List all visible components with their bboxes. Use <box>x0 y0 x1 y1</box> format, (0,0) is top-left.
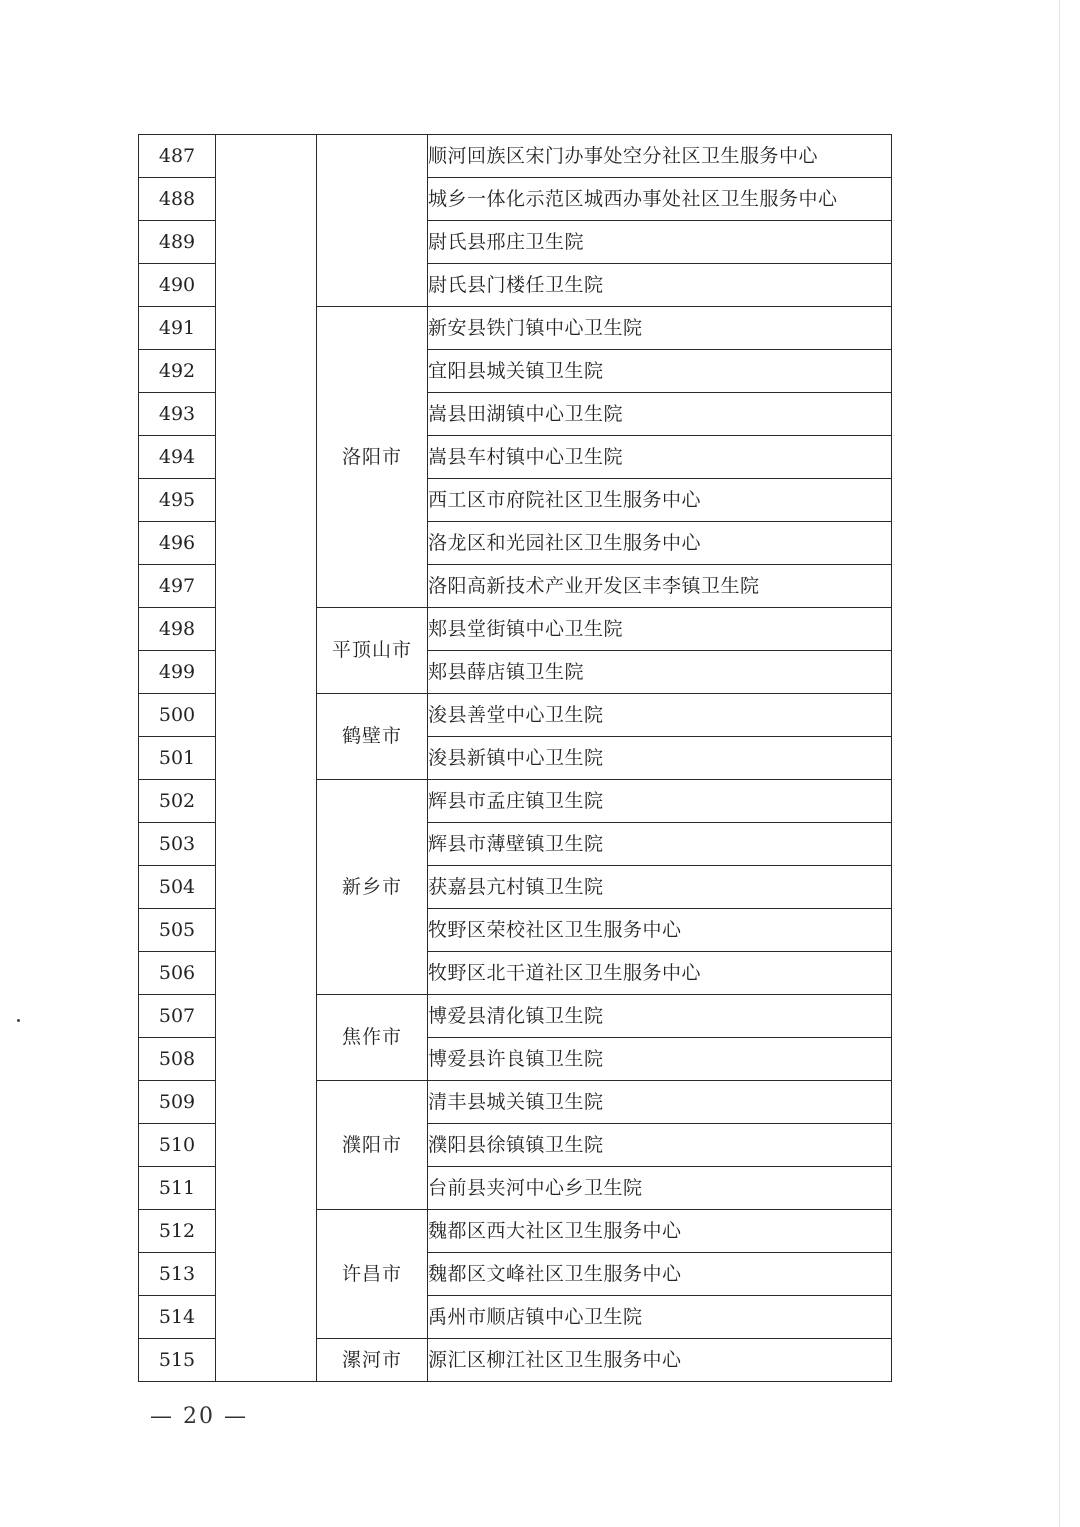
row-number: 510 <box>139 1124 216 1167</box>
institution-name: 城乡一体化示范区城西办事处社区卫生服务中心 <box>428 178 892 221</box>
row-number: 500 <box>139 694 216 737</box>
institution-table-body <box>139 135 892 1382</box>
institution-name: 浚县新镇中心卫生院 <box>428 737 892 780</box>
institution-name: 魏都区西大社区卫生服务中心 <box>428 1210 892 1253</box>
institution-table <box>138 134 892 1382</box>
institution-name: 嵩县车村镇中心卫生院 <box>428 436 892 479</box>
institution-name: 博爱县许良镇卫生院 <box>428 1038 892 1081</box>
city-cell: 焦作市 <box>317 995 428 1081</box>
row-number: 499 <box>139 651 216 694</box>
city-cell: 漯河市 <box>317 1339 428 1382</box>
institution-name: 濮阳县徐镇镇卫生院 <box>428 1124 892 1167</box>
row-number: 493 <box>139 393 216 436</box>
page-number: — 20 — <box>150 1404 248 1429</box>
row-number: 494 <box>139 436 216 479</box>
institution-name: 源汇区柳江社区卫生服务中心 <box>428 1339 892 1382</box>
row-number: 506 <box>139 952 216 995</box>
row-number: 508 <box>139 1038 216 1081</box>
institution-name: 牧野区荣校社区卫生服务中心 <box>428 909 892 952</box>
institution-name: 宜阳县城关镇卫生院 <box>428 350 892 393</box>
table-row <box>139 135 892 178</box>
page-edge-line <box>1059 0 1060 1527</box>
row-number: 515 <box>139 1339 216 1382</box>
row-number: 511 <box>139 1167 216 1210</box>
city-cell: 许昌市 <box>317 1210 428 1339</box>
row-number: 514 <box>139 1296 216 1339</box>
institution-name: 洛龙区和光园社区卫生服务中心 <box>428 522 892 565</box>
row-number: 504 <box>139 866 216 909</box>
row-number: 495 <box>139 479 216 522</box>
city-cell <box>317 135 428 307</box>
institution-name: 清丰县城关镇卫生院 <box>428 1081 892 1124</box>
city-cell: 平顶山市 <box>317 608 428 694</box>
institution-name: 魏都区文峰社区卫生服务中心 <box>428 1253 892 1296</box>
province-cell <box>216 135 317 1382</box>
city-cell: 濮阳市 <box>317 1081 428 1210</box>
institution-name: 辉县市薄壁镇卫生院 <box>428 823 892 866</box>
institution-name: 郏县堂街镇中心卫生院 <box>428 608 892 651</box>
institution-name: 禹州市顺店镇中心卫生院 <box>428 1296 892 1339</box>
row-number: 489 <box>139 221 216 264</box>
institution-name: 牧野区北干道社区卫生服务中心 <box>428 952 892 995</box>
institution-name: 顺河回族区宋门办事处空分社区卫生服务中心 <box>428 135 892 178</box>
institution-name: 尉氏县门楼任卫生院 <box>428 264 892 307</box>
row-number: 491 <box>139 307 216 350</box>
scan-speck <box>17 1019 20 1022</box>
institution-name: 辉县市孟庄镇卫生院 <box>428 780 892 823</box>
city-cell: 新乡市 <box>317 780 428 995</box>
institution-name: 尉氏县邢庄卫生院 <box>428 221 892 264</box>
city-cell: 洛阳市 <box>317 307 428 608</box>
row-number: 503 <box>139 823 216 866</box>
institution-name: 嵩县田湖镇中心卫生院 <box>428 393 892 436</box>
institution-name: 新安县铁门镇中心卫生院 <box>428 307 892 350</box>
institution-name: 洛阳高新技术产业开发区丰李镇卫生院 <box>428 565 892 608</box>
row-number: 505 <box>139 909 216 952</box>
row-number: 488 <box>139 178 216 221</box>
city-cell: 鹤壁市 <box>317 694 428 780</box>
row-number: 509 <box>139 1081 216 1124</box>
row-number: 497 <box>139 565 216 608</box>
row-number: 502 <box>139 780 216 823</box>
institution-name: 西工区市府院社区卫生服务中心 <box>428 479 892 522</box>
row-number: 507 <box>139 995 216 1038</box>
institution-name: 博爱县清化镇卫生院 <box>428 995 892 1038</box>
institution-name: 浚县善堂中心卫生院 <box>428 694 892 737</box>
row-number: 492 <box>139 350 216 393</box>
row-number: 512 <box>139 1210 216 1253</box>
institution-name: 台前县夹河中心乡卫生院 <box>428 1167 892 1210</box>
row-number: 513 <box>139 1253 216 1296</box>
institution-name: 获嘉县亢村镇卫生院 <box>428 866 892 909</box>
row-number: 501 <box>139 737 216 780</box>
row-number: 487 <box>139 135 216 178</box>
row-number: 490 <box>139 264 216 307</box>
row-number: 496 <box>139 522 216 565</box>
institution-name: 郏县薛店镇卫生院 <box>428 651 892 694</box>
row-number: 498 <box>139 608 216 651</box>
